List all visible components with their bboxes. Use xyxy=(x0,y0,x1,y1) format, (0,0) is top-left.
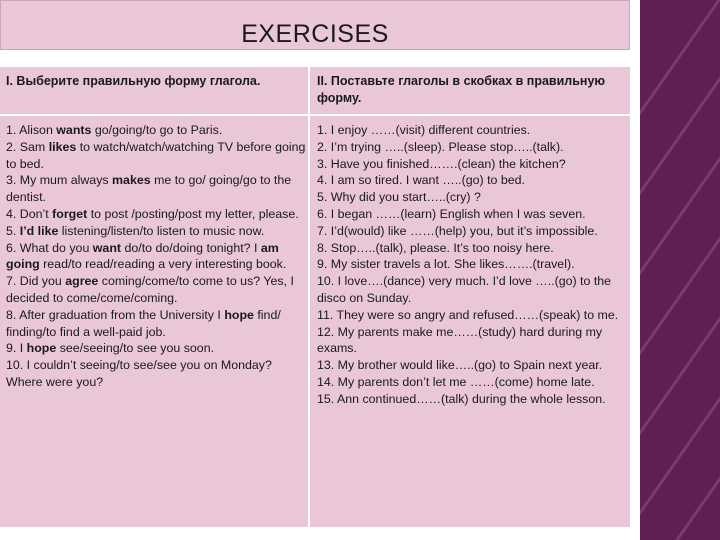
item-text: 6. I began ……(learn) English when I was seven. xyxy=(317,206,586,221)
decorative-sidebar xyxy=(640,0,720,540)
exercise-item xyxy=(317,139,625,156)
item-text: 1. Alison xyxy=(6,123,57,137)
item-text: do/to do/doing tonight? I xyxy=(121,240,261,255)
exercise-item xyxy=(6,139,306,173)
item-text: 12. My parents make me……(study) hard during my exams. xyxy=(317,324,603,356)
item-text: 11. They were so angry and refused……(speak) to me. xyxy=(317,307,619,322)
item-text: 4. Don’t xyxy=(6,206,53,221)
exercise-item xyxy=(317,324,625,358)
item-text: find/ finding/to find a well-paid job. xyxy=(6,307,281,339)
item-text: 3. My mum always xyxy=(6,173,113,188)
item-text: 6. What do you xyxy=(6,240,93,255)
exercise-item xyxy=(6,206,306,223)
item-text: 7. Did you xyxy=(6,274,66,289)
exercise-item xyxy=(6,357,306,391)
exercise-item xyxy=(6,307,306,341)
item-keyword: hope xyxy=(224,307,254,322)
exercise-item xyxy=(6,240,306,274)
item-text: me to go/ going/go to the dentist. xyxy=(6,173,292,205)
exercise-table xyxy=(0,67,630,527)
exercise-item xyxy=(317,223,625,240)
exercise-2-items xyxy=(317,122,625,408)
item-text: 5. Why did you start…..(cry) ? xyxy=(317,190,481,205)
item-text: 15. Ann continued……(talk) during the whole lesson. xyxy=(317,391,606,406)
exercise-item xyxy=(317,273,625,307)
item-text: listening/listen/to listen to music now. xyxy=(58,223,265,238)
exercise-item xyxy=(317,256,625,273)
item-text: 7. I’d(would) like ……(help) you, but it’s impossible. xyxy=(317,223,598,238)
exercise-1-heading: I. Выберите правильную форму глагола. xyxy=(6,74,261,88)
exercise-item xyxy=(6,223,306,240)
item-text: 10. I love….(dance) very much. I’d love …..(go) to the disco on Sunday. xyxy=(317,274,612,305)
item-text: 13. My brother would like…..(go) to Spain next year. xyxy=(317,358,603,373)
exercise-1-items xyxy=(6,122,306,391)
item-text: go/going/to go to Paris. xyxy=(91,123,223,137)
exercise-item xyxy=(317,172,625,189)
item-text: 8. Stop…..(talk), please. It’s too noisy here. xyxy=(317,240,554,255)
item-text: read/to read/reading a very interesting book. xyxy=(39,257,287,272)
item-keyword: wants xyxy=(56,123,92,137)
exercise-2-heading: II. Поставьте глаголы в скобках в правильную форму. xyxy=(317,74,606,105)
item-text: 9. I xyxy=(6,341,27,356)
header-divider xyxy=(0,114,630,116)
exercise-item xyxy=(6,273,306,307)
exercise-item xyxy=(317,189,625,206)
item-keyword: am going xyxy=(6,240,279,272)
item-text: 2. I’m trying …..(sleep). Please stop…..(talk). xyxy=(317,139,564,154)
item-keyword: forget xyxy=(52,206,88,221)
column-divider xyxy=(308,67,310,527)
item-keyword: likes xyxy=(48,139,77,154)
exercise-item xyxy=(317,307,625,324)
exercise-item xyxy=(6,122,306,139)
item-text: see/seeing/to see you soon. xyxy=(56,341,215,356)
page-title-text: EXERCISES xyxy=(241,20,389,48)
exercise-item xyxy=(317,391,625,408)
exercise-item xyxy=(317,240,625,257)
exercise-item xyxy=(317,156,625,173)
exercise-item xyxy=(6,172,306,206)
item-text: to watch/watch/watching TV before going to bed. xyxy=(6,139,306,171)
item-keyword: hope xyxy=(26,341,57,356)
page-title xyxy=(0,20,630,49)
exercise-item xyxy=(317,374,625,391)
exercise-item xyxy=(317,357,625,374)
item-keyword: want xyxy=(92,240,122,255)
item-text: 14. My parents don’t let me ……(come) home late. xyxy=(317,374,595,389)
item-text: 4. I am so tired. I want …..(go) to bed. xyxy=(317,173,525,188)
item-text: 5. xyxy=(6,223,20,238)
item-keyword: I’d like xyxy=(19,223,59,238)
item-text: 8. After graduation from the University I xyxy=(6,307,225,322)
item-text: 10. I couldn’t seeing/to see/see you on Monday? Where were you? xyxy=(6,358,272,389)
item-keyword: makes xyxy=(112,173,151,188)
item-text: coming/come/to come to us? Yes, I decided to come/come/coming. xyxy=(6,274,294,305)
item-text: to post /posting/post my letter, please. xyxy=(87,206,299,221)
item-keyword: agree xyxy=(65,274,99,289)
item-text: 1. I enjoy ……(visit) different countries. xyxy=(317,123,531,137)
exercise-item xyxy=(317,206,625,223)
exercise-item xyxy=(6,340,306,357)
item-text: 2. Sam xyxy=(6,139,49,154)
item-text: 9. My sister travels a lot. She likes…….(travel). xyxy=(317,257,575,272)
item-text: 3. Have you finished…….(clean) the kitchen? xyxy=(317,156,566,171)
exercise-item xyxy=(317,122,625,139)
